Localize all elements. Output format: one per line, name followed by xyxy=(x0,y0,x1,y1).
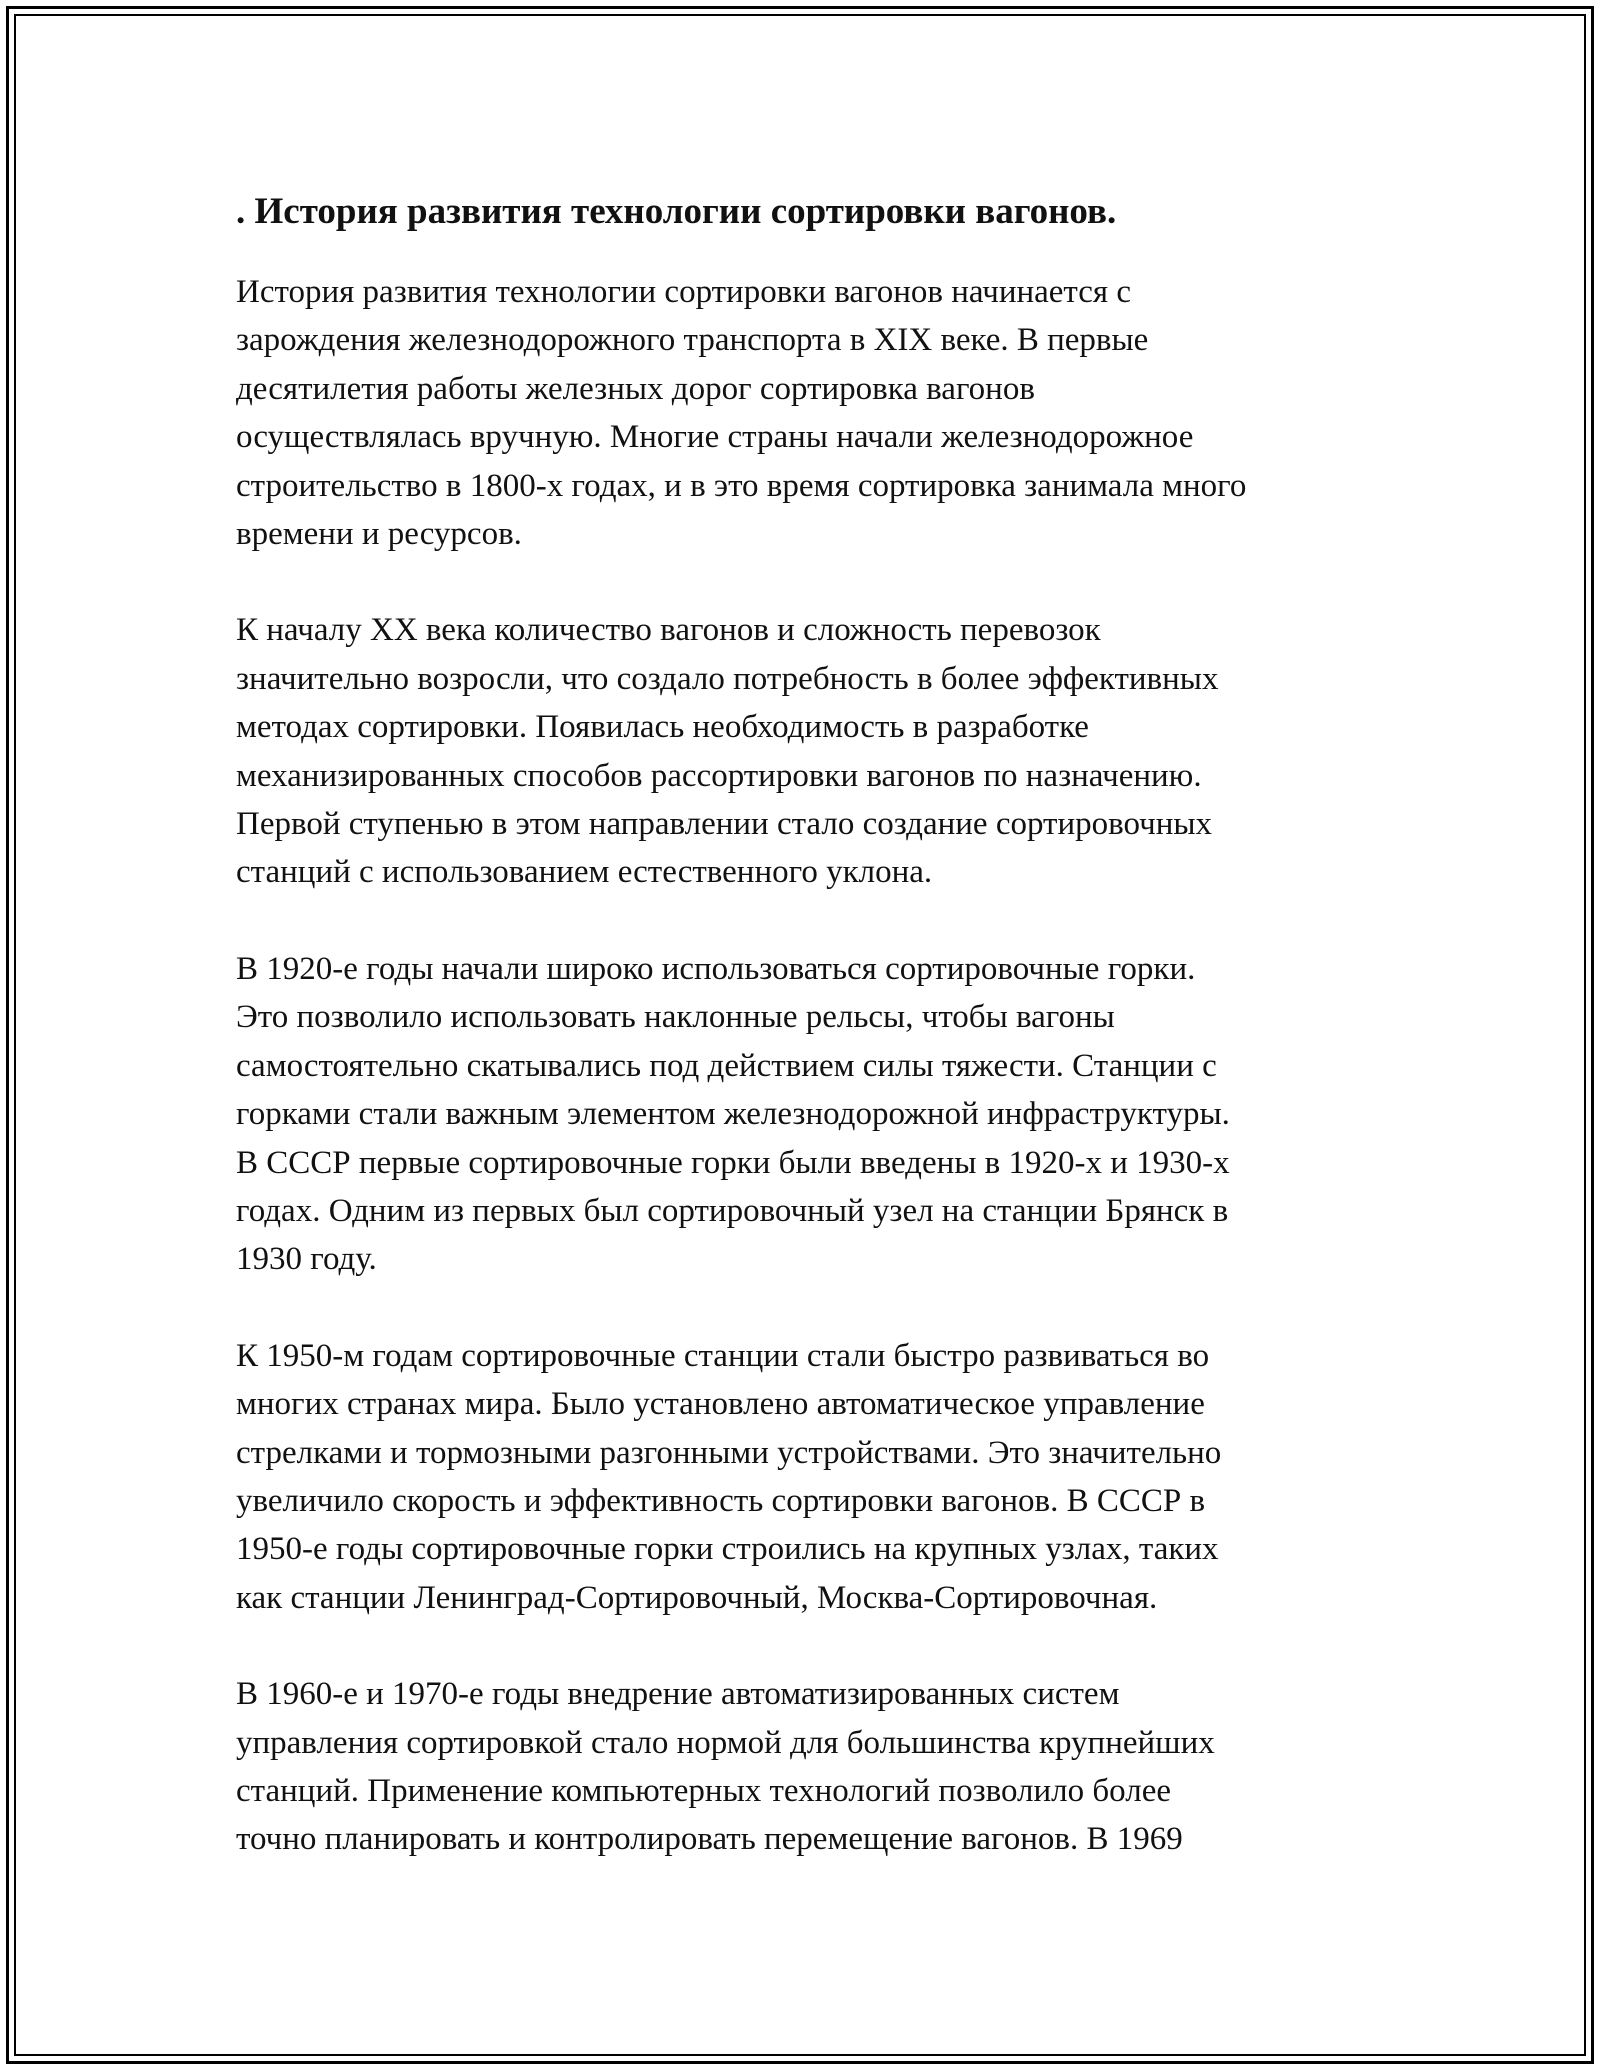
text-line: методах сортировки. Появилась необходимость в разработке xyxy=(236,709,1089,746)
text-line: История развития технологии сортировки вагонов начинается с xyxy=(236,274,1131,310)
text-line: К началу XX века количество вагонов и сложность перевозок xyxy=(236,612,1101,649)
text-line: зарождения железнодорожного транспорта в XIX веке. В первые xyxy=(236,322,1149,359)
text-line: увеличило скорость и эффективность сортировки вагонов. В СССР в xyxy=(236,1482,1206,1519)
text-line: станций. Применение компьютерных технологий позволило более xyxy=(236,1772,1172,1809)
text-line: многих странах мира. Было установлено автоматическое управление xyxy=(236,1386,1205,1423)
text-line: стрелками и тормозными разгонными устройствами. Это значительно xyxy=(236,1434,1222,1471)
paragraph-5 xyxy=(236,1670,1376,1864)
text-line: 1950-е годы сортировочные горки строились на крупных узлах, таких xyxy=(236,1531,1219,1568)
text-line: станций с использованием естественного уклона. xyxy=(236,854,933,891)
paragraph-4 xyxy=(236,1332,1376,1622)
paragraph-2 xyxy=(236,606,1376,896)
text-line: как станции Ленинград-Сортировочный, Москва-Сортировочная. xyxy=(236,1579,1158,1616)
text-line: 1930 году. xyxy=(236,1241,377,1278)
text-line: В СССР первые сортировочные горки были введены в 1920-х и 1930-х xyxy=(236,1144,1230,1181)
paragraph-1 xyxy=(236,268,1376,558)
text-line: В 1960-е и 1970-е годы внедрение автоматизированных систем xyxy=(236,1676,1120,1713)
text-line: управления сортировкой стало нормой для большинства крупнейших xyxy=(236,1724,1215,1761)
text-line: строительство в 1800-х годах, и в это время сортировка занимала много xyxy=(236,467,1247,504)
text-line: механизированных способов рассортировки вагонов по назначению. xyxy=(236,757,1202,794)
text-line: годах. Одним из первых был сортировочный узел на станции Брянск в xyxy=(236,1192,1229,1229)
text-line: самостоятельно скатывались под действием силы тяжести. Станции с xyxy=(236,1047,1217,1084)
text-line: времени и ресурсов. xyxy=(236,516,522,553)
text-line: В 1920-е годы начали широко использоваться сортировочные горки. xyxy=(236,950,1196,987)
text-line: десятилетия работы железных дорог сортировка вагонов xyxy=(236,370,1035,407)
paragraph-3 xyxy=(236,945,1376,1284)
document-title: . История развития технологии сортировки вагонов. xyxy=(236,191,1117,232)
document-body xyxy=(236,186,1376,1912)
text-line: горками стали важным элементом железнодорожной инфраструктуры. xyxy=(236,1096,1230,1133)
text-line: К 1950-м годам сортировочные станции стали быстро развиваться во xyxy=(236,1337,1210,1374)
text-line: Это позволило использовать наклонные рельсы, чтобы вагоны xyxy=(236,999,1115,1036)
text-line: значительно возросли, что создало потребность в более эффективных xyxy=(236,660,1219,697)
text-line: Первой ступенью в этом направлении стало создание сортировочных xyxy=(236,806,1213,843)
text-line: точно планировать и контролировать перемещение вагонов. В 1969 xyxy=(236,1821,1183,1858)
text-line: осуществлялась вручную. Многие страны начали железнодорожное xyxy=(236,419,1194,456)
